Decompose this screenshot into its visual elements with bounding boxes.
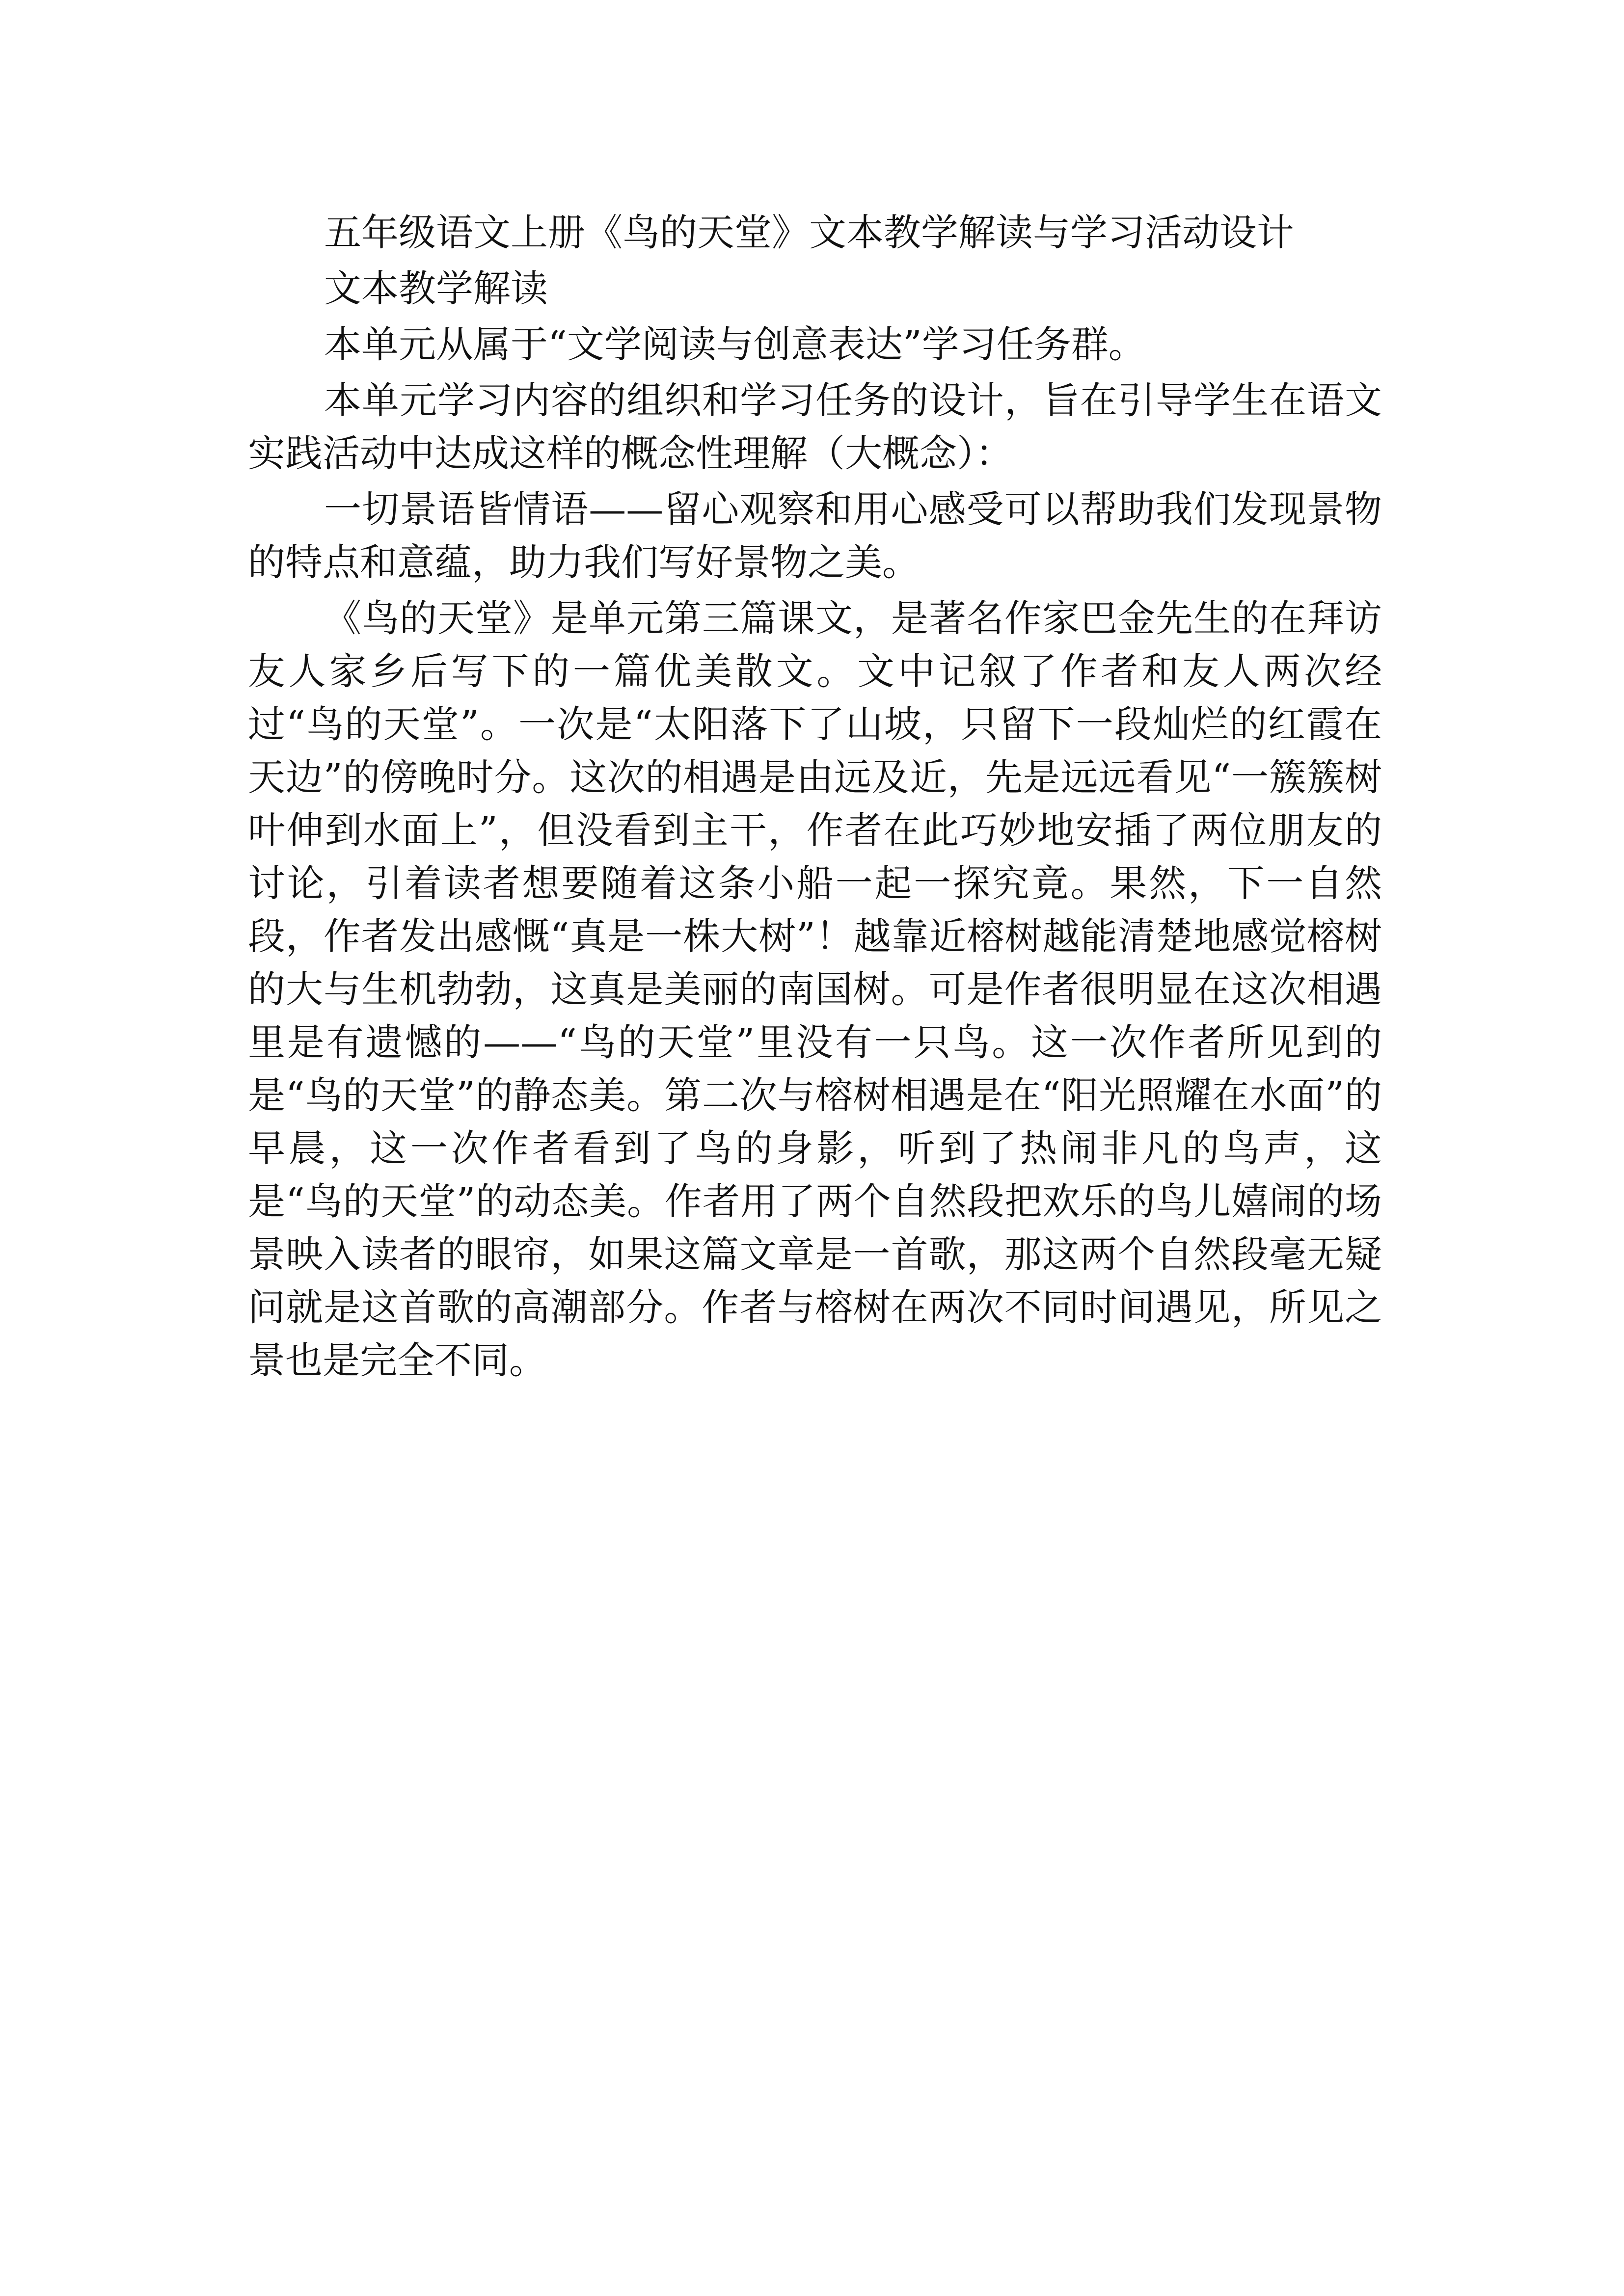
paragraph-task-group: 本单元从属于“文学阅读与创意表达”学习任务群。	[324, 322, 1146, 366]
paragraph-text-analysis: 《鸟的天堂》是单元第三篇课文，是著名作家巴金先生的在拜访友人家乡后写下的一篇优美散文。文中记叙了作者和友人两次经过“鸟的天堂”。一次是“太阳落下了山坡，只留下一段灿烂的红霞在天边”的傍晚时分。这次的相遇是由远及近，先是远远看见“一簇簇树叶伸到水面上”，但没看到主干，作者在此巧妙地安插了两位朋友的讨论，引着读者想要随着这条小船一起一探究竟。果然，下一自然段，作者发出感慨“真是一株大树”！越靠近榕树越能清楚地感觉榕树的大与生机勃勃，这真是美丽的南国树。可是作者很明显在这次相遇里是有遗憾的——“鸟的天堂”里没有一只鸟。这一次作者所见到的是“鸟的天堂”的静态美。第二次与榕树相遇是在“阳光照耀在水面”的早晨，这一次作者看到了鸟的身影，听到了热闹非凡的鸟声，这是“鸟的天堂”的动态美。作者用了两个自然段把欢乐的鸟儿嬉闹的场景映入读者的眼帘，如果这篇文章是一首歌，那这两个自然段毫无疑问就是这首歌的高潮部分。作者与榕树在两次不同时间遇见，所见之景也是完全不同。	[248, 596, 1382, 1382]
document-body	[248, 206, 1382, 1390]
section-heading: 文本教学解读	[324, 267, 548, 310]
paragraph-big-concept: 一切景语皆情语——留心观察和用心感受可以帮助我们发现景物的特点和意蕴，助力我们写好景物之美。	[248, 487, 1382, 584]
document-title: 五年级语文上册《鸟的天堂》文本教学解读与学习活动设计	[324, 211, 1294, 254]
paragraph-unit-design: 本单元学习内容的组织和学习任务的设计，旨在引导学生在语文实践活动中达成这样的概念性理解（大概念）：	[248, 378, 1382, 475]
